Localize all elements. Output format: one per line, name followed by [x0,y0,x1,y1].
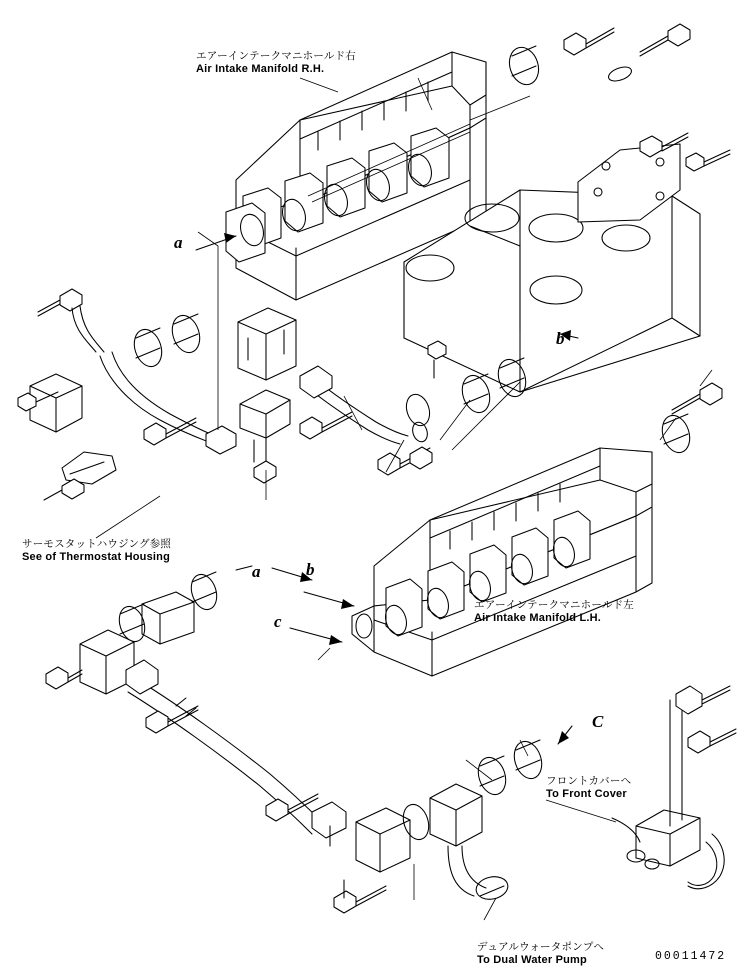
callout-c-right: C [592,712,604,731]
label-water-pump-jp: デュアルウォータポンプへ [477,941,605,953]
callout-b-lower: b [306,560,315,579]
label-air-intake-manifold-rh [196,50,356,76]
callout-b-upper: b [556,329,565,348]
label-lh-jp: エアーインテークマニホールド左 [474,599,634,611]
label-rh-jp: エアーインテークマニホールド右 [196,50,356,62]
label-front-cover-en: To Front Cover [546,788,627,800]
label-thermostat-housing [22,538,171,564]
label-to-front-cover [546,775,631,801]
label-thermostat-jp: サーモスタットハウジング参照 [22,538,172,550]
label-water-pump-en: To Dual Water Pump [477,954,587,966]
drawing-part-number: 00011472 [655,950,727,963]
label-air-intake-manifold-lh [474,599,634,625]
callout-a-upper: a [174,233,183,252]
label-front-cover-jp: フロントカバーへ [546,775,632,787]
label-rh-en: Air Intake Manifold R.H. [196,63,325,75]
label-thermostat-en: See of Thermostat Housing [22,551,171,563]
callout-c-lower: c [274,612,282,631]
label-lh-en: Air Intake Manifold L.H. [474,612,602,624]
label-to-dual-water-pump [477,941,604,967]
callout-a-lower: a [252,562,261,581]
air-intake-manifold-lh-drawing [352,448,652,676]
